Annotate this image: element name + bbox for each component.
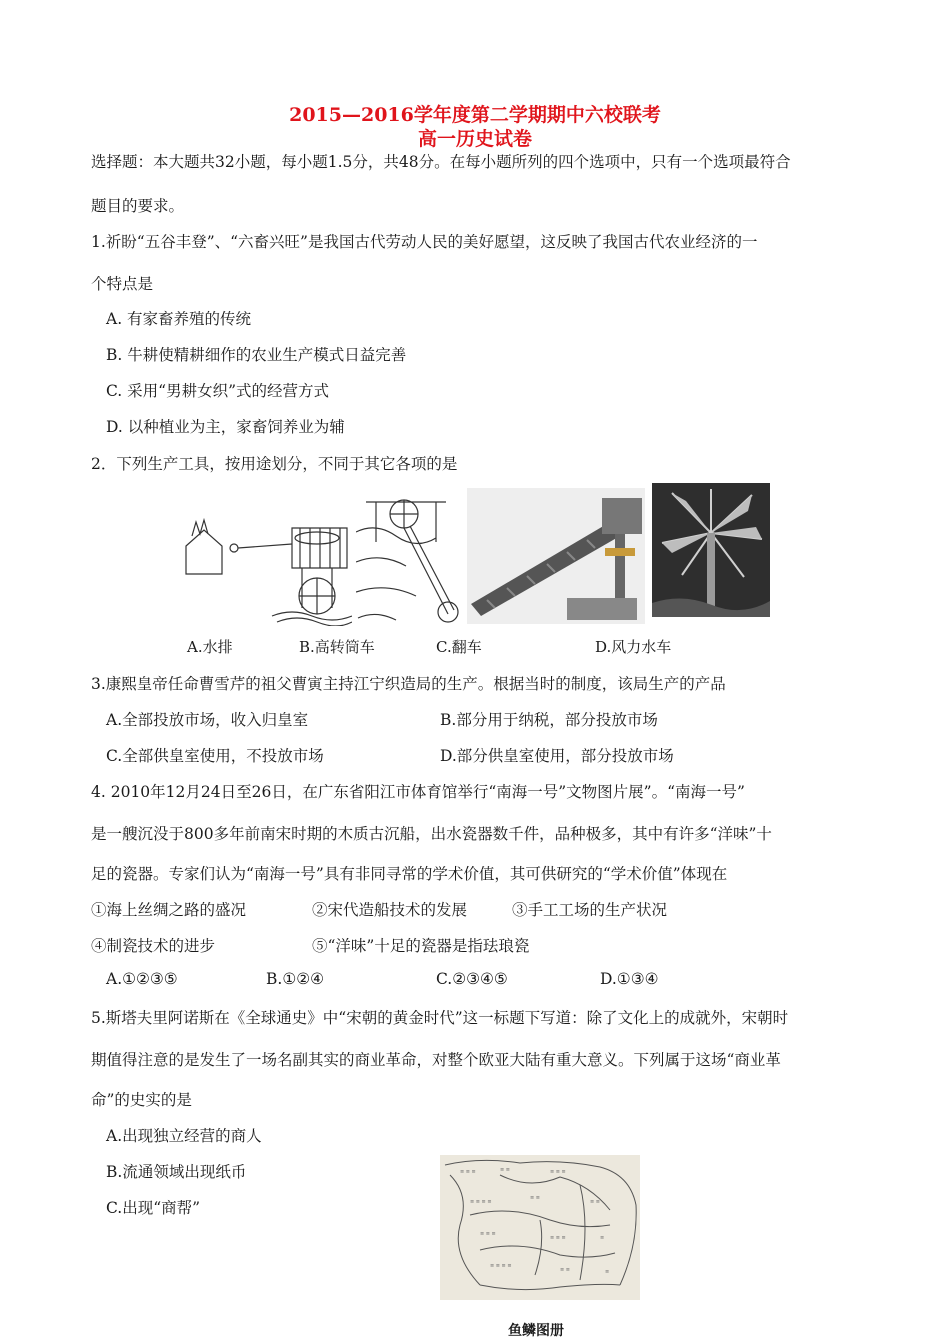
q5-stem-line1: 5.斯塔夫里阿诺斯在《全球通史》中“宋朝的黄金时代”这一标题下写道：除了文化上的成就外，宋朝时 bbox=[91, 1009, 789, 1027]
q4-option-d: D.①③④ bbox=[600, 970, 659, 988]
q4-option-a: A.①②③⑤ bbox=[106, 970, 178, 988]
dragon-backbone-pump-image bbox=[467, 488, 645, 624]
q4-item-5: ⑤“洋味”十足的瓷器是指珐琅瓷 bbox=[312, 937, 530, 955]
q3-stem: 3.康熙皇帝任命曹雪芹的祖父曹寅主持江宁织造局的生产。根据当时的制度，该局生产的产品 bbox=[91, 675, 726, 693]
svg-text:≡ ≡ ≡ ≡: ≡ ≡ ≡ ≡ bbox=[490, 1263, 512, 1269]
q5-stem-line2: 期值得注意的是发生了一场名副其实的商业革命，对整个欧亚大陆有重大意义。下列属于这场“商业革 bbox=[91, 1051, 781, 1069]
q2-stem: 2．下列生产工具，按用途划分，不同于其它各项的是 bbox=[91, 455, 458, 473]
q2-option-d: D.风力水车 bbox=[595, 638, 672, 656]
q3-option-b: B.部分用于纳税，部分投放市场 bbox=[440, 711, 658, 729]
svg-text:≡: ≡ bbox=[600, 1235, 605, 1241]
q5-option-c: C.出现“商帮” bbox=[106, 1199, 201, 1217]
q3-option-c: C.全部供皇室使用，不投放市场 bbox=[106, 747, 324, 765]
q1-option-b: B. 牛耕使精耕细作的农业生产模式日益完善 bbox=[106, 346, 407, 364]
q4-stem-line3: 足的瓷器。专家们认为“南海一号”具有非同寻常的学术价值，其可供研究的“学术价值”体现在 bbox=[91, 865, 728, 883]
q4-option-c: C.②③④⑤ bbox=[436, 970, 508, 988]
q1-option-a: A. 有家畜养殖的传统 bbox=[106, 310, 252, 328]
q4-item-3: ③手工工场的生产状况 bbox=[512, 901, 668, 919]
q2-option-c: C.翻车 bbox=[436, 638, 482, 656]
q5-option-b: B.流通领域出现纸币 bbox=[106, 1163, 247, 1181]
svg-text:≡ ≡ ≡ ≡: ≡ ≡ ≡ ≡ bbox=[470, 1199, 492, 1205]
wind-water-wheel-image bbox=[652, 483, 770, 617]
exam-title-line1: 2015—2016学年度第二学期期中六校联考 bbox=[289, 104, 661, 126]
svg-text:≡ ≡: ≡ ≡ bbox=[500, 1167, 510, 1173]
figure-caption: 鱼鳞图册 bbox=[508, 1323, 564, 1339]
q4-stem-line1: 4. 2010年12月24日至26日，在广东省阳江市体育馆举行“南海一号”文物图片展”。“南海一号” bbox=[91, 783, 745, 801]
svg-text:≡ ≡: ≡ ≡ bbox=[560, 1267, 570, 1273]
q1-option-d: D. 以种植业为主，家畜饲养业为辅 bbox=[106, 418, 345, 436]
q4-item-2: ②宋代造船技术的发展 bbox=[312, 901, 468, 919]
svg-text:≡ ≡ ≡: ≡ ≡ ≡ bbox=[460, 1169, 476, 1175]
q1-stem-line2: 个特点是 bbox=[91, 275, 154, 293]
svg-text:≡ ≡ ≡: ≡ ≡ ≡ bbox=[550, 1169, 566, 1175]
q4-item-4: ④制瓷技术的进步 bbox=[91, 937, 216, 955]
svg-text:≡ ≡ ≡: ≡ ≡ ≡ bbox=[550, 1235, 566, 1241]
q2-option-a: A.水排 bbox=[187, 638, 233, 656]
q1-option-c: C. 采用“男耕女织”式的经营方式 bbox=[106, 382, 330, 400]
q3-option-a: A.全部投放市场，收入归皇室 bbox=[106, 711, 309, 729]
svg-text:≡ ≡: ≡ ≡ bbox=[530, 1195, 540, 1201]
q3-option-d: D.部分供皇室使用，部分投放市场 bbox=[440, 747, 674, 765]
q4-stem-line2: 是一艘沉没于800多年前南宋时期的木质古沉船，出水瓷器数千件，品种极多，其中有许多“洋味”十 bbox=[91, 825, 772, 843]
q4-option-b: B.①②④ bbox=[266, 970, 325, 988]
q5-stem-line3: 命”的史实的是 bbox=[91, 1091, 192, 1109]
water-bellows-image bbox=[182, 508, 352, 626]
exam-title-line2: 高一历史试卷 bbox=[417, 128, 532, 150]
fish-scale-register-image bbox=[440, 1155, 640, 1300]
svg-text:≡: ≡ bbox=[605, 1269, 610, 1275]
instructions-line2: 题目的要求。 bbox=[91, 197, 185, 215]
q5-option-a: A.出现独立经营的商人 bbox=[106, 1127, 262, 1145]
q1-stem-line1: 1.祈盼“五谷丰登”、“六畜兴旺”是我国古代劳动人民的美好愿望，这反映了我国古代农业经济的一 bbox=[91, 233, 758, 251]
instructions-line1: 选择题：本大题共32小题，每小题1.5分，共48分。在每小题所列的四个选项中，只有一个选项最符合 bbox=[91, 153, 791, 171]
q2-option-b: B.高转筒车 bbox=[299, 638, 375, 656]
high-lift-noria-image bbox=[356, 492, 462, 626]
q4-item-1: ①海上丝绸之路的盛况 bbox=[91, 901, 247, 919]
svg-text:≡ ≡ ≡: ≡ ≡ ≡ bbox=[480, 1231, 496, 1237]
svg-text:≡ ≡: ≡ ≡ bbox=[590, 1199, 600, 1205]
